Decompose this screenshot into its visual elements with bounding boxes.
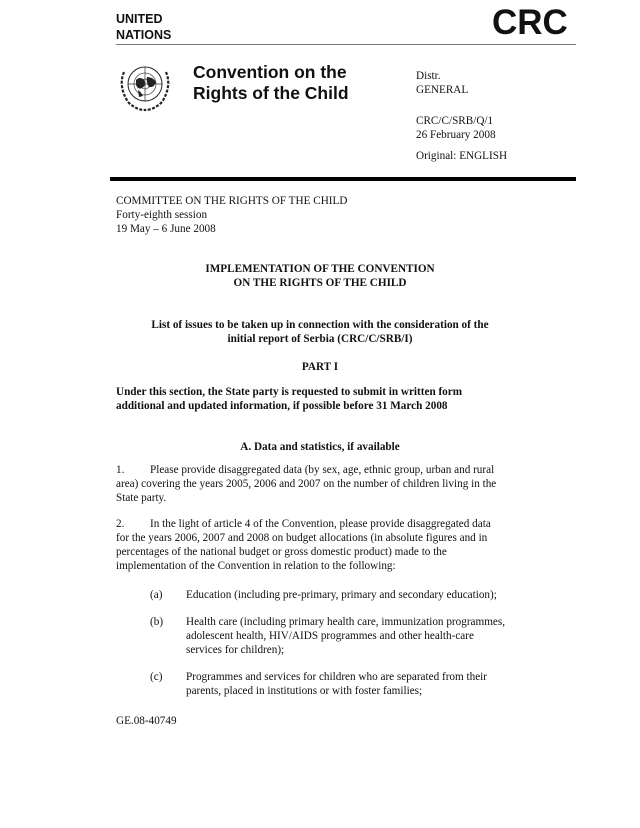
item-label: (c) (150, 671, 163, 683)
org-line: NATIONS (116, 28, 172, 42)
paragraph-2 (116, 517, 491, 573)
item-line: adolescent health, HIV/AIDS programmes and other health-care (186, 630, 474, 642)
document-symbol: CRC/C/SRB/Q/1 (416, 115, 494, 127)
paragraph-number: 2. (116, 518, 125, 530)
section-title: A. Data and statistics, if available (240, 441, 400, 453)
item-c (186, 670, 487, 698)
document-title (193, 62, 349, 104)
org-line: UNITED (116, 12, 163, 26)
thin-divider (116, 44, 576, 45)
paragraph-line: area) covering the years 2005, 2006 and 2007 on the number of children living in the (116, 478, 497, 490)
paragraph-line: State party. (116, 492, 167, 504)
title-line: Convention on the (193, 62, 347, 82)
part-heading: PART I (301, 361, 339, 373)
paragraph-line: implementation of the Convention in relation to the following: (116, 560, 396, 572)
committee-block (116, 194, 347, 236)
document-date: 26 February 2008 (416, 129, 496, 141)
distribution (416, 69, 468, 97)
committee-dates: 19 May – 6 June 2008 (116, 223, 216, 235)
item-line: Health care (including primary health care, immunization programmes, (186, 616, 506, 628)
subheading-line: List of issues to be taken up in connection with the consideration of the (151, 319, 489, 331)
item-line: Programmes and services for children who are separated from their (186, 671, 488, 683)
committee-name: COMMITTEE ON THE RIGHTS OF THE CHILD (116, 195, 348, 207)
item-line: parents, placed in institutions or with foster families; (186, 685, 423, 697)
item-b (186, 615, 505, 657)
title-line: Rights of the Child (193, 83, 349, 103)
paragraph-line: In the light of article 4 of the Convention, please provide disaggregated data (150, 518, 491, 530)
distr-label: Distr. (416, 70, 441, 82)
instruction-line: Under this section, the State party is requested to submit in written form (116, 386, 463, 398)
subheading-line: initial report of Serbia (CRC/C/SRB/I) (227, 333, 413, 345)
paragraph-line: for the years 2006, 2007 and 2008 on budget allocations (in absolute figures and in (116, 532, 488, 544)
committee-session: Forty-eighth session (116, 209, 208, 221)
paragraph-1 (116, 463, 496, 505)
paragraph-line: percentages of the national budget or gross domestic product) made to the (116, 546, 447, 558)
paragraph-line: Please provide disaggregated data (by sex, age, ethnic group, urban and rural (150, 464, 495, 476)
heading-line: ON THE RIGHTS OF THE CHILD (233, 277, 407, 289)
item-label: (b) (150, 616, 164, 628)
subheading (0, 318, 640, 346)
document-code: CRC (492, 3, 568, 42)
instruction-line: additional and updated information, if possible before 31 March 2008 (116, 400, 448, 412)
item-label: (a) (150, 589, 163, 601)
document-symbol-date (416, 114, 496, 142)
item-line: services for children); (186, 644, 285, 656)
job-number: GE.08-40749 (116, 715, 177, 727)
item-line: Education (including pre-primary, primary and secondary education); (186, 589, 497, 601)
un-emblem-icon (116, 60, 174, 112)
paragraph-number: 1. (116, 464, 125, 476)
distr-value: GENERAL (416, 84, 469, 96)
original-language: Original: ENGLISH (416, 150, 508, 162)
item-a (186, 588, 497, 602)
org-name (116, 11, 171, 43)
heading-line: IMPLEMENTATION OF THE CONVENTION (205, 263, 435, 275)
instruction (116, 385, 462, 413)
main-heading (0, 262, 640, 290)
thick-divider (110, 177, 576, 181)
